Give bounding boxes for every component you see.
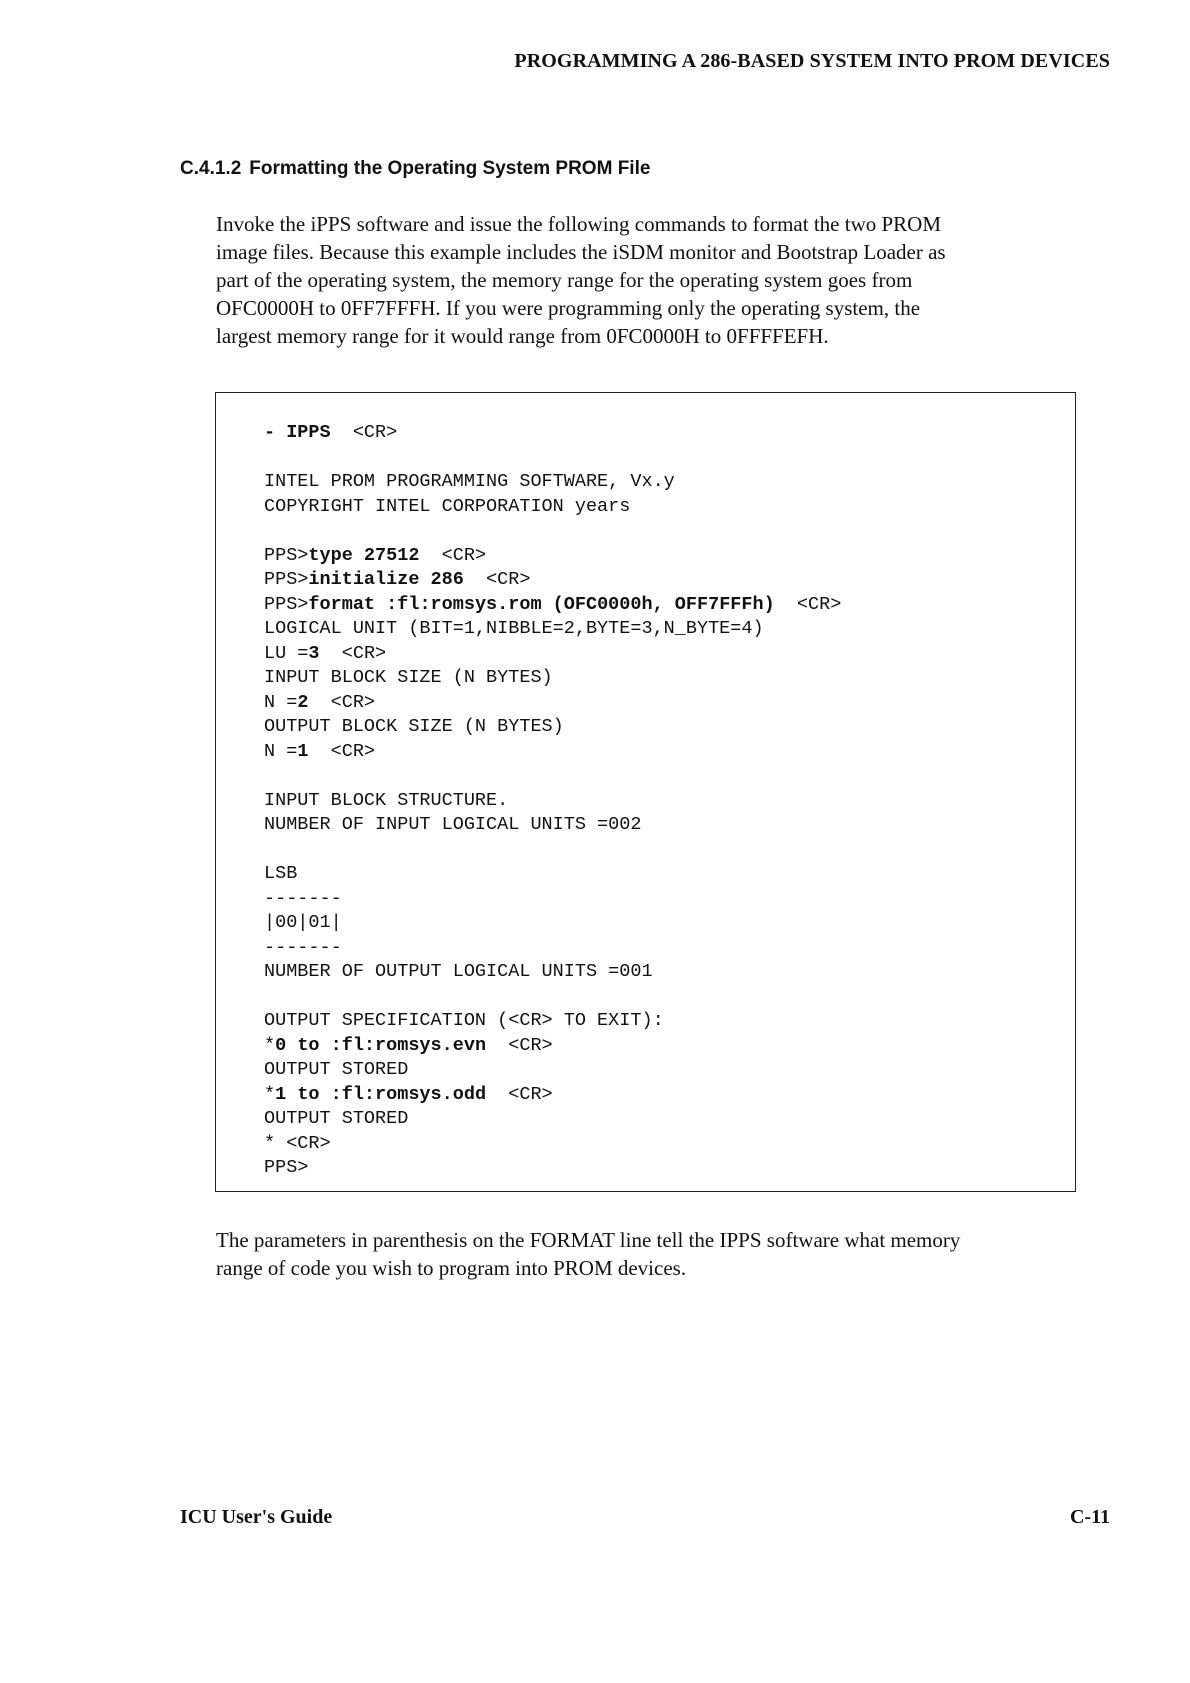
section-heading (180, 158, 650, 180)
code-prompt: OUTPUT STORED (264, 1108, 409, 1129)
outro-line: range of code you wish to program into PROM devices. (216, 1256, 687, 1280)
intro-line: largest memory range for it would range from 0FC0000H to 0FFFFEFH. (216, 324, 829, 348)
code-line (264, 740, 841, 765)
code-prompt: * (264, 1083, 276, 1105)
code-line (264, 421, 841, 446)
footer-guide-title: ICU User's Guide (180, 1506, 333, 1528)
intro-line: OFC0000H to 0FF7FFFH. If you were programming only the operating system, the (216, 296, 921, 320)
code-line (264, 862, 841, 887)
code-suffix: <CR> (486, 1034, 553, 1056)
code-line (264, 1107, 841, 1132)
code-line (264, 936, 841, 961)
code-prompt: ------- (264, 936, 342, 958)
code-prompt: ------- (264, 887, 342, 909)
code-prompt: * (264, 1034, 276, 1056)
code-line (264, 715, 841, 740)
code-line (264, 960, 841, 985)
code-prompt: LSB (264, 863, 298, 884)
code-line (264, 642, 841, 667)
code-prompt: COPYRIGHT INTEL CORPORATION years (264, 495, 631, 517)
code-prompt: INTEL PROM PROGRAMMING SOFTWARE, Vx.y (264, 471, 675, 492)
code-command: 1 (297, 740, 309, 762)
code-line (264, 691, 841, 716)
code-listing (264, 421, 841, 1181)
code-line (264, 1009, 841, 1034)
code-line (264, 789, 841, 814)
code-prompt: PPS> (264, 1157, 309, 1178)
code-suffix: <CR> (308, 691, 376, 713)
code-line (264, 593, 841, 618)
code-command: 3 (308, 642, 320, 664)
intro-line: image files. Because this example includes the iSDM monitor and Bootstrap Loader as (216, 240, 946, 264)
code-line (264, 1058, 841, 1083)
outro-line: The parameters in parenthesis on the FORMAT line tell the IPPS software what memory (216, 1228, 961, 1252)
code-prompt: OUTPUT BLOCK SIZE (N BYTES) (264, 716, 564, 737)
code-prompt: |00|01| (264, 912, 342, 933)
intro-line: part of the operating system, the memory range for the operating system goes from (216, 268, 913, 292)
section-number: C.4.1.2 (180, 158, 242, 179)
intro-line: Invoke the iPPS software and issue the following commands to format the two PROM (216, 212, 942, 236)
code-suffix: <CR> (774, 593, 842, 615)
code-suffix: <CR> (419, 544, 487, 566)
code-prompt: OUTPUT STORED (264, 1059, 409, 1080)
code-line (264, 666, 841, 691)
code-prompt: PPS> (264, 593, 309, 615)
code-command: initialize 286 (308, 569, 464, 590)
code-suffix: <CR> (319, 642, 387, 664)
code-line (264, 470, 841, 495)
code-line (264, 495, 841, 520)
code-command: 0 to :fl:romsys.evn (275, 1034, 487, 1056)
code-prompt: N = (264, 740, 298, 762)
code-line (264, 887, 841, 912)
code-suffix: <CR> (463, 569, 531, 590)
code-prompt: OUTPUT SPECIFICATION (<CR> TO EXIT): (264, 1010, 664, 1031)
code-line (264, 544, 841, 569)
code-prompt: NUMBER OF OUTPUT LOGICAL UNITS =001 (264, 961, 653, 982)
code-prompt: LU = (264, 642, 309, 664)
code-prompt: PPS> (264, 544, 309, 566)
code-suffix: <CR> (330, 422, 398, 443)
code-command: 2 (297, 691, 309, 713)
code-prompt: N = (264, 691, 298, 713)
code-suffix: <CR> (308, 740, 376, 762)
code-line (264, 1132, 841, 1157)
code-prompt: INPUT BLOCK SIZE (N BYTES) (264, 667, 553, 688)
code-command: - IPPS (264, 422, 331, 443)
section-title: Formatting the Operating System PROM File (249, 158, 651, 179)
running-header: PROGRAMMING A 286-BASED SYSTEM INTO PROM DEVICES (514, 50, 1110, 72)
code-prompt: INPUT BLOCK STRUCTURE. (264, 789, 509, 811)
code-prompt: NUMBER OF INPUT LOGICAL UNITS =002 (264, 814, 642, 835)
code-prompt: PPS> (264, 569, 309, 590)
code-suffix: <CR> (486, 1083, 553, 1105)
code-line (264, 568, 841, 593)
footer-page-number: C-11 (1070, 1506, 1110, 1528)
code-prompt: * <CR> (264, 1132, 331, 1154)
code-line (264, 1034, 841, 1059)
code-line (264, 813, 841, 838)
code-line (264, 1156, 841, 1181)
code-line (264, 617, 841, 642)
code-command: type 27512 (308, 544, 420, 566)
code-command: 1 to :fl:romsys.odd (275, 1083, 487, 1105)
code-line (264, 911, 841, 936)
outro-paragraph (216, 1226, 1096, 1282)
code-prompt: LOGICAL UNIT (BIT=1,NIBBLE=2,BYTE=3,N_BYTE=4) (264, 618, 764, 639)
code-command: format :fl:romsys.rom (OFC0000h, OFF7FFFh) (308, 593, 775, 615)
code-example-box (215, 392, 1076, 1192)
intro-paragraph (216, 210, 1076, 350)
code-line (264, 1083, 841, 1108)
